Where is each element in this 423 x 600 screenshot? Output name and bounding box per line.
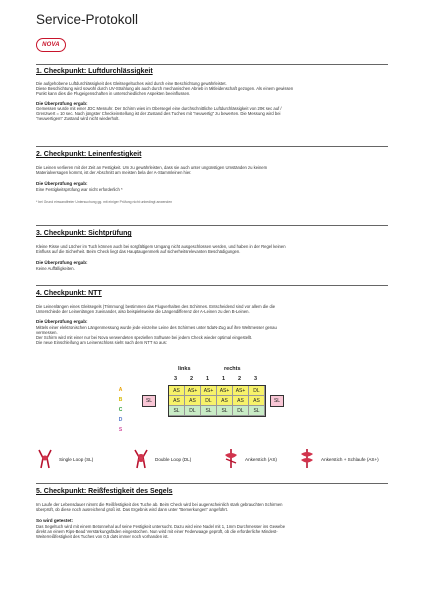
page-title: Service-Protokoll	[36, 12, 139, 27]
section-text: Die Leinen verlieren mit der Zeit an Festigkeit. Um zu gewährleisten, dass sie auch unter ungünstigen Umständen zu keinem	[36, 165, 268, 170]
section-text: Materialversagen kommt, ist der Abschnitt am meisten bela der A-Stammleinen hier.	[36, 170, 192, 176]
knot-label: Ankerstich + Schlaufe (AS+)	[321, 456, 379, 462]
grid-cell: DL	[185, 406, 201, 416]
section-text: Einfluss auf die Sicherheit. Beim Check liegt das Hauptaugenmerk auf sicherheitsrelevanten Beschädigungen.	[36, 249, 241, 255]
result-text: Keine Auffälligkeiten.	[36, 265, 75, 271]
divider	[36, 285, 388, 286]
section-text: überprüft, ob diese noch ausreichend groß ist. Das Ergebnis wird dann unter "Bemerkungen" angeführt.	[36, 507, 228, 513]
line-letter-column	[116, 385, 125, 435]
column-number: 2	[238, 376, 242, 382]
logo-text: NOVA	[42, 42, 60, 48]
knot-label: Double Loop (DL)	[155, 456, 192, 462]
side-box-right: SL	[270, 395, 284, 407]
result-text: Eine Festigkeitsprüfung war nicht erforderlich *	[36, 186, 123, 192]
section-heading: 3. Checkpunkt: Sichtprüfung	[36, 230, 132, 237]
result-text: Gemessen wurde mit einer JDC Messuhr. Der Schirm wies im Obersegel eine durchschnittliche Luftdurchlässigkeit von 20€ sec auf /	[36, 106, 282, 112]
grid-cell: AS+	[201, 386, 217, 396]
knot-ankerstich-schlaufe	[298, 449, 379, 469]
grid-cell: DL	[201, 396, 217, 406]
result-text: Mittels einer elektronischen Längenmessung wurde jede einzelne Leine des Schirmes unter 5daN-Zug auf ihre Weltmesser genau	[36, 324, 277, 330]
ntt-grid	[168, 385, 266, 417]
result-text: direkt an einem Rips-Bead Verstärkungsfäden eingestochen. Nun wird mit einer Federwaage geprüft, ob die erforderliche Mindest-	[36, 529, 278, 535]
result-label: Die Überprüfung ergab:	[36, 181, 88, 187]
right-label: rechts	[224, 366, 241, 372]
grid-cell: DL	[233, 406, 249, 416]
left-label: links	[178, 366, 191, 372]
grid-cell: AS+	[217, 386, 233, 396]
grid-cell: AS	[185, 396, 201, 406]
result-text: vermessen.	[36, 330, 58, 336]
grid-cell: AS+	[185, 386, 201, 396]
section-heading: 1. Checkpunkt: Luftdurchlässigkeit	[36, 68, 153, 75]
result-text: Die neue Einschleifung am Leinenschloss sieht nach dem NTT so aus:	[36, 340, 167, 346]
line-letter-c: C	[118, 407, 123, 413]
knot-label: Ankerstich (AS)	[245, 456, 277, 462]
line-letter-a: A	[118, 387, 123, 393]
grid-cell: SL	[201, 406, 217, 416]
anchor-hitch-loop-knot-icon	[298, 449, 316, 469]
grid-cell: SL	[169, 406, 185, 416]
nova-logo	[36, 38, 66, 52]
result-label: Die Überprüfung ergab:	[36, 260, 88, 266]
line-letter-s: S	[118, 427, 123, 433]
divider	[36, 483, 388, 484]
section-leinenfestigkeit	[36, 150, 388, 204]
result-text: "neuwertigem" Zustand wird nicht wiederholt.	[36, 116, 120, 122]
section-ntt	[36, 289, 388, 346]
line-letter-b: B	[118, 397, 123, 403]
result-text: Weiterreißfestigkeit des Tuches von 0,5 daN immer noch vorhanden ist.	[36, 534, 169, 540]
column-number: 1	[206, 376, 210, 382]
column-number: 1	[222, 376, 226, 382]
result-text: Grenzwert = 10 sec. Nach jüngster Checkeinstellung ist der Zustand des Tuches mit "neuwertig" zu bewerten. Die Messung wird bei	[36, 111, 281, 117]
section-text: Die Leinenlängen eines Gleitsegels (Trimmung) bestimmen das Flugverhalten des Schirmes. Entscheidend sind vor allem die die	[36, 304, 276, 309]
column-number: 2	[190, 376, 194, 382]
section-heading: 4. Checkpunkt: NTT	[36, 290, 102, 297]
column-number: 3	[174, 376, 178, 382]
single-loop-knot-icon	[36, 449, 54, 469]
grid-cell: AS	[249, 396, 265, 406]
grid-cell: SL	[217, 406, 233, 416]
side-box-left: SL	[142, 395, 156, 407]
result-text: Das Segeltuch wird mit einem Betonnehal auf seine Festigkeit untersucht. Dazu wird eine Nadel mit 1, 1mm Durchmesser ins Gewebe	[36, 523, 286, 529]
section-luftdurchlaessigkeit	[36, 67, 388, 122]
double-loop-knot-icon	[132, 449, 150, 469]
section-heading: 5. Checkpunkt: Reißfestigkeit des Segels	[36, 488, 173, 495]
section-sichtpruefung	[36, 229, 388, 271]
section-heading: 2. Checkpunkt: Leinenfestigkeit	[36, 151, 142, 158]
section-text: Unterschiede der Leinenlängen zueinander, also beispielsweise die Längendifferenz der A-Leinen zu den B-Leinen.	[36, 309, 250, 315]
anchor-hitch-knot-icon	[222, 449, 240, 469]
grid-cell: AS	[169, 386, 185, 396]
grid-cell: AS	[233, 396, 249, 406]
grid-cell: SL	[249, 406, 265, 416]
section-text: Punkt kann dies die Flugeigenschaften in unterschiedlichen Aspekten beeinflussen.	[36, 91, 191, 97]
knot-double-loop	[132, 449, 191, 469]
section-text: Kleine Risse und Löcher im Tuch können auch bei sorgfältigem Umgang nicht ausgeschlossen werden, und haben in der Regel keinen	[36, 244, 286, 249]
grid-cell: AS	[217, 396, 233, 406]
section-reissfestigkeit	[36, 487, 388, 539]
knot-legend	[36, 449, 388, 471]
section-text: Im Laufe der Lebensdauer nimmt die Reißfestigkeit des Tuche ab. Beim Check wird bei augenscheinlich stark gebrauchten Schirmen	[36, 502, 283, 507]
divider	[36, 225, 388, 226]
column-number: 3	[254, 376, 258, 382]
knot-label: Single Loop (SL)	[59, 456, 94, 462]
section-text: Diese Beschichtung wird sowohl durch UV-Strahlung als auch durch mechanischen Abrieb in Mitleidenschaft gezogen. Als einem gewissen	[36, 86, 294, 92]
divider	[36, 146, 388, 147]
result-label: So wird getestet:	[36, 518, 74, 524]
grid-cell: DL	[249, 386, 265, 396]
line-letter-d: D	[118, 417, 123, 423]
divider	[36, 64, 388, 65]
section-text: Die aufgehobene Luftdurchlässigkeit des Gleitsegeltuches wird durch eine Beschichtung gewährleistet.	[36, 81, 227, 86]
knot-ankerstich	[222, 449, 277, 469]
grid-cell: AS	[169, 396, 185, 406]
grid-cell: AS+	[233, 386, 249, 396]
result-label: Die Überprüfung ergab:	[36, 100, 88, 106]
result-text: Der Schirm wird mit einer nur bei Nova verwendeten speziellen Software bei jedem Check wieder optimal eingestellt.	[36, 335, 253, 341]
knot-single-loop	[36, 449, 93, 469]
ntt-line-table	[112, 366, 312, 446]
footnote: * bei Grund einwandfreier Untersuchung gg. mit einiger Prüfung nicht unbedingt anwenden	[36, 200, 173, 205]
result-label: Die Überprüfung ergab:	[36, 319, 88, 325]
